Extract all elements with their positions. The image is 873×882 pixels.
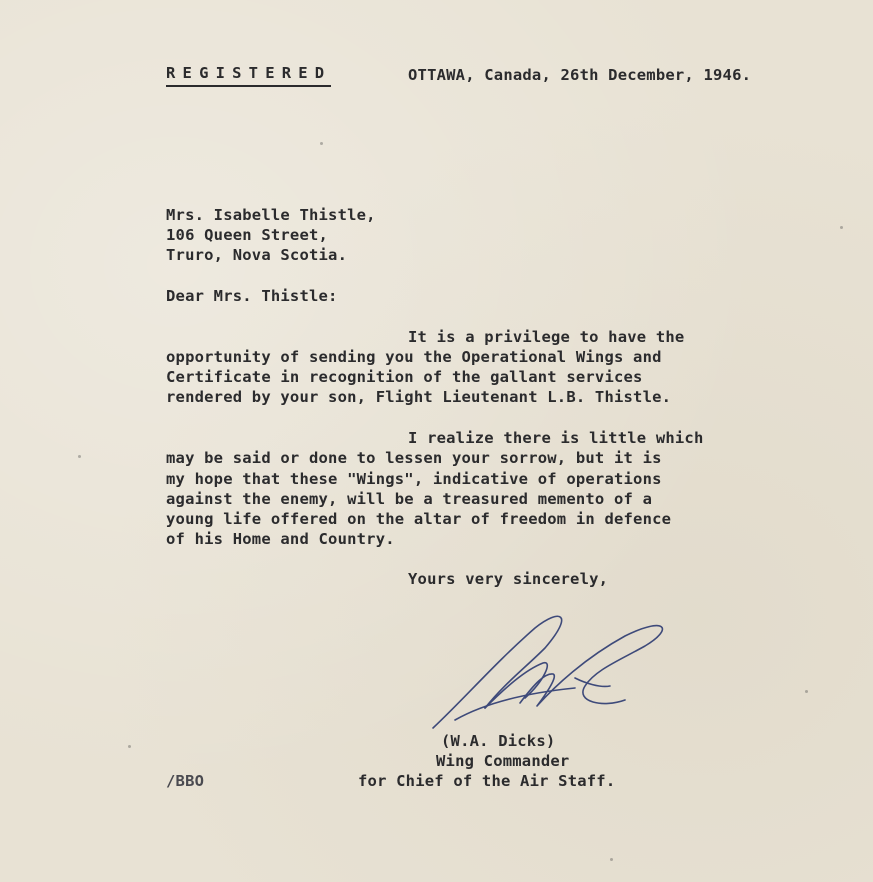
paragraph-line: against the enemy, will be a treasured memento of a [166, 490, 653, 508]
paper-speck [840, 226, 843, 229]
paper-speck [320, 142, 323, 145]
address-line: Truro, Nova Scotia. [166, 246, 348, 264]
paragraph-line: rendered by your son, Flight Lieutenant L.B. Thistle. [166, 388, 672, 406]
signatory-rank: Wing Commander [436, 752, 570, 770]
signatory-office: for Chief of the Air Staff. [358, 772, 616, 790]
paragraph-line: young life offered on the altar of freedom in defence [166, 510, 672, 528]
address-line: Mrs. Isabelle Thistle, [166, 206, 376, 224]
paper-speck [78, 455, 81, 458]
paper-speck [805, 690, 808, 693]
signatory-name: (W.A. Dicks) [441, 732, 556, 750]
address-line: 106 Queen Street, [166, 226, 329, 244]
paper-speck [128, 745, 131, 748]
reference-initials: /BBO [166, 772, 205, 790]
handwritten-signature [425, 608, 685, 738]
paragraph-line: I realize there is little which [408, 429, 704, 447]
paper-speck [610, 858, 613, 861]
salutation: Dear Mrs. Thistle: [166, 287, 338, 305]
dateline: OTTAWA, Canada, 26th December, 1946. [408, 66, 752, 84]
paragraph-line: my hope that these "Wings", indicative of operations [166, 470, 662, 488]
paragraph-line: Certificate in recognition of the gallant services [166, 368, 643, 386]
paragraph-line: may be said or done to lessen your sorrow, but it is [166, 449, 662, 467]
paragraph-line: It is a privilege to have the [408, 328, 685, 346]
paragraph-line: opportunity of sending you the Operational Wings and [166, 348, 662, 366]
complimentary-closing: Yours very sincerely, [408, 570, 609, 588]
paragraph-line: of his Home and Country. [166, 530, 395, 548]
registered-heading: REGISTERED [166, 64, 331, 87]
